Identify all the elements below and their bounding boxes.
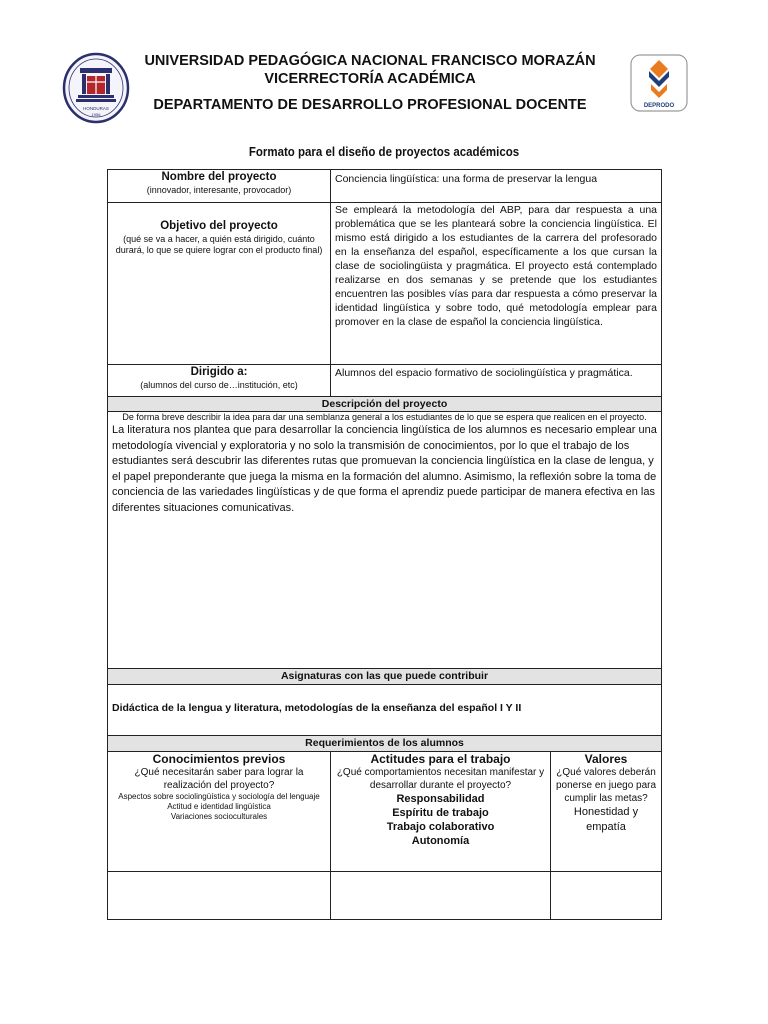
subjects-row <box>108 685 662 736</box>
description-row <box>108 412 662 669</box>
prior-knowledge-label: Conocimientos previos <box>152 752 286 766</box>
prior-item: Actitud e identidad lingüística <box>167 802 271 811</box>
seal-text: HONDURAS <box>83 106 109 111</box>
target-label-cell <box>108 365 331 397</box>
requirements-header: Requerimientos de los alumnos <box>108 736 662 752</box>
empty-cell <box>331 872 551 920</box>
objective-row <box>108 203 662 365</box>
attitudes-cell <box>331 752 551 872</box>
project-name-label-cell <box>108 170 331 203</box>
university-seal-logo <box>62 52 130 124</box>
objective-value: Se empleará la metodología del ABP, para dar respuesta a una problemática que se les planteará sobre la conciencia lingüística. El mismo está dirigido a los estudiantes de la carrera del profesorado en la enseñanza del español, específicamente a los que cursan la clase de sociolingüista y pragmática. El proyecto está contemplado realizarse en dos semanas y se pretende que los estudiantes encuentren las posibles vías para dar respuesta a cómo preservar la identidad lingüística y sobre todo, qué metodología emplear para promover en la clase de español la conciencia lingüística. <box>331 203 662 365</box>
subjects-header-row <box>108 669 662 685</box>
subjects-value: Didáctica de la lengua y literatura, metodologías de la enseñanza del español I Y II <box>108 685 662 736</box>
objective-hint: (qué se va a hacer, a quién está dirigido, cuánto durará, lo que se quiere lograr con el producto final) <box>115 234 323 255</box>
attitudes-question: ¿Qué comportamientos necesitan manifestar y desarrollar durante el proyecto? <box>336 767 545 791</box>
values-label: Valores <box>584 752 628 766</box>
project-name-hint: (innovador, interesante, provocador) <box>146 185 292 195</box>
values-answer: Honestidad y empatía <box>573 806 639 833</box>
attitudes-label: Actitudes para el trabajo <box>370 752 511 766</box>
deprodo-text: DEPRODO <box>643 103 675 109</box>
project-name-label: Nombre del proyecto <box>161 171 277 183</box>
target-hint: (alumnos del curso de…institución, etc) <box>140 380 298 390</box>
project-form-table <box>107 169 662 920</box>
seal-year: 1956 <box>91 112 101 117</box>
attitude-item: Espíritu de trabajo <box>392 807 489 819</box>
vice-rectory: VICERRECTORÍA ACADÉMICA <box>264 71 476 87</box>
empty-cell <box>108 872 331 920</box>
objective-label: Objetivo del proyecto <box>160 220 278 232</box>
target-label: Dirigido a: <box>190 366 248 378</box>
target-value: Alumnos del espacio formativo de sociolingüística y pragmática. <box>331 365 662 397</box>
description-hint: De forma breve describir la idea para dar una semblanza general a los estudiantes de lo que se espera que realicen en el proyecto. <box>122 412 647 422</box>
description-header-row <box>108 397 662 412</box>
requirements-row <box>108 752 662 872</box>
attitude-item: Responsabilidad <box>396 793 485 805</box>
attitude-item: Autonomía <box>411 835 470 847</box>
empty-requirements-row <box>108 872 662 920</box>
description-cell <box>108 412 662 669</box>
requirements-header-row <box>108 736 662 752</box>
objective-label-cell <box>108 203 331 365</box>
description-text: La literatura nos plantea que para desarrollar la conciencia lingüística de los alumnos es necesario emplear una metodología vivencial y exploratoria y no solo la transmisión de conocimientos, por lo que el trabajo de los estudiantes será descubrir las diferentes rutas que promuevan la conciencia lingüística en la clase de lengua, y el papel preponderante que juega la misma en la formación del alumno. Asimismo, la reflexión sobre la toma de conciencia de las variedades lingüísticas y de que forma el aprendiz puede participar de manera efectiva en las diferentes situaciones comunicativas. <box>112 424 657 514</box>
prior-knowledge-cell <box>108 752 331 872</box>
university-name: UNIVERSIDAD PEDAGÓGICA NACIONAL FRANCISCO MORAZÁN <box>144 53 596 69</box>
deprodo-logo <box>630 54 688 112</box>
prior-item: Aspectos sobre sociolingüística y sociología del lenguaje <box>118 792 320 801</box>
prior-item: Variaciones socioculturales <box>170 812 268 821</box>
project-name-value: Conciencia lingüística: una forma de preservar la lengua <box>331 170 662 203</box>
subjects-header: Asignaturas con las que puede contribuir <box>108 669 662 685</box>
description-header: Descripción del proyecto <box>108 397 662 412</box>
department-name: DEPARTAMENTO DE DESARROLLO PROFESIONAL DOCENTE <box>153 97 587 113</box>
project-name-row <box>108 170 662 203</box>
target-row <box>108 365 662 397</box>
prior-knowledge-question: ¿Qué necesitarán saber para lograr la realización del proyecto? <box>134 767 304 791</box>
attitude-item: Trabajo colaborativo <box>386 821 495 833</box>
form-title: Formato para el diseño de proyectos académicos <box>248 145 520 159</box>
values-cell <box>551 752 662 872</box>
empty-cell <box>551 872 662 920</box>
values-question: ¿Qué valores deberán ponerse en juego para cumplir las metas? <box>555 767 657 804</box>
